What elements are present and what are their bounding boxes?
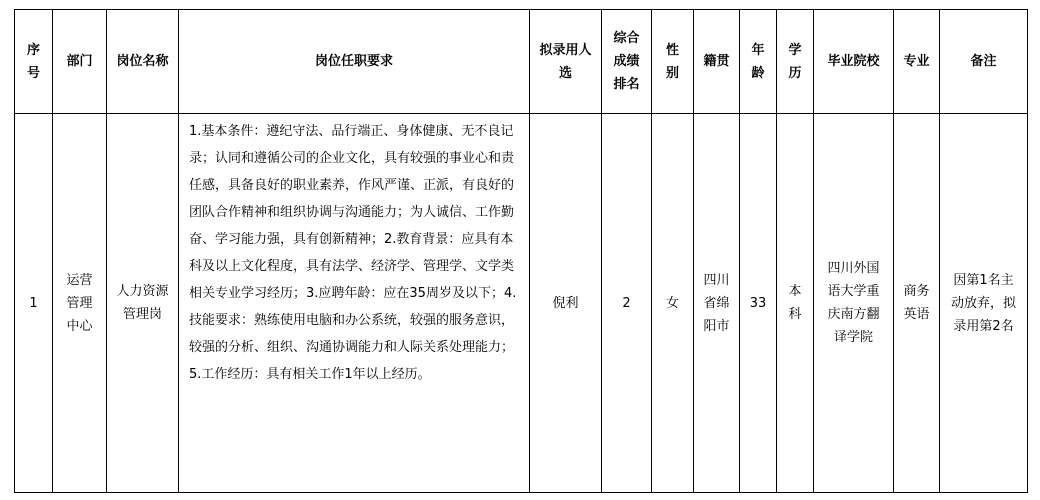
table-header-row	[15, 10, 1028, 114]
header-school: 毕业院校	[814, 10, 894, 114]
header-rank: 综合成绩排名	[602, 10, 652, 114]
cell-position: 人力资源管理岗	[107, 114, 179, 493]
header-origin: 籍贯	[694, 10, 740, 114]
header-candidate: 拟录用人选	[530, 10, 602, 114]
header-requirements: 岗位任职要求	[179, 10, 530, 114]
header-education: 学历	[777, 10, 814, 114]
cell-dept: 运营管理中心	[53, 114, 107, 493]
cell-education: 本科	[777, 114, 814, 493]
cell-seq: 1	[15, 114, 53, 493]
table-row	[15, 114, 1028, 493]
cell-remark: 因第1名主动放弃，拟录用第2名	[940, 114, 1028, 493]
header-seq: 序号	[15, 10, 53, 114]
header-position: 岗位名称	[107, 10, 179, 114]
cell-origin: 四川省绵阳市	[694, 114, 740, 493]
header-age: 年龄	[740, 10, 777, 114]
header-major: 专业	[894, 10, 940, 114]
cell-major: 商务英语	[894, 114, 940, 493]
cell-rank: 2	[602, 114, 652, 493]
cell-school: 四川外国语大学重庆南方翻译学院	[814, 114, 894, 493]
header-gender: 性别	[652, 10, 694, 114]
header-remark: 备注	[940, 10, 1028, 114]
cell-candidate: 倪利	[530, 114, 602, 493]
cell-requirements: 1.基本条件：遵纪守法、品行端正、身体健康、无不良记录；认同和遵循公司的企业文化，具有较强的事业心和责任感，具备良好的职业素养，作风严谨、正派，有良好的团队合作精神和组织协调与沟通能力；为人诚信、工作勤奋、学习能力强，具有创新精神；2.教育背景：应具有本科及以上文化程度，具有法学、经济学、管理学、文学类相关专业学习经历；3.应聘年龄：应在35周岁及以下；4.技能要求：熟练使用电脑和办公系统，较强的服务意识，较强的分析、组织、沟通协调能力和人际关系处理能力；5.工作经历：具有相关工作1年以上经历。	[179, 114, 530, 493]
hiring-table	[14, 9, 1028, 493]
cell-age: 33	[740, 114, 777, 493]
cell-gender: 女	[652, 114, 694, 493]
header-dept: 部门	[53, 10, 107, 114]
